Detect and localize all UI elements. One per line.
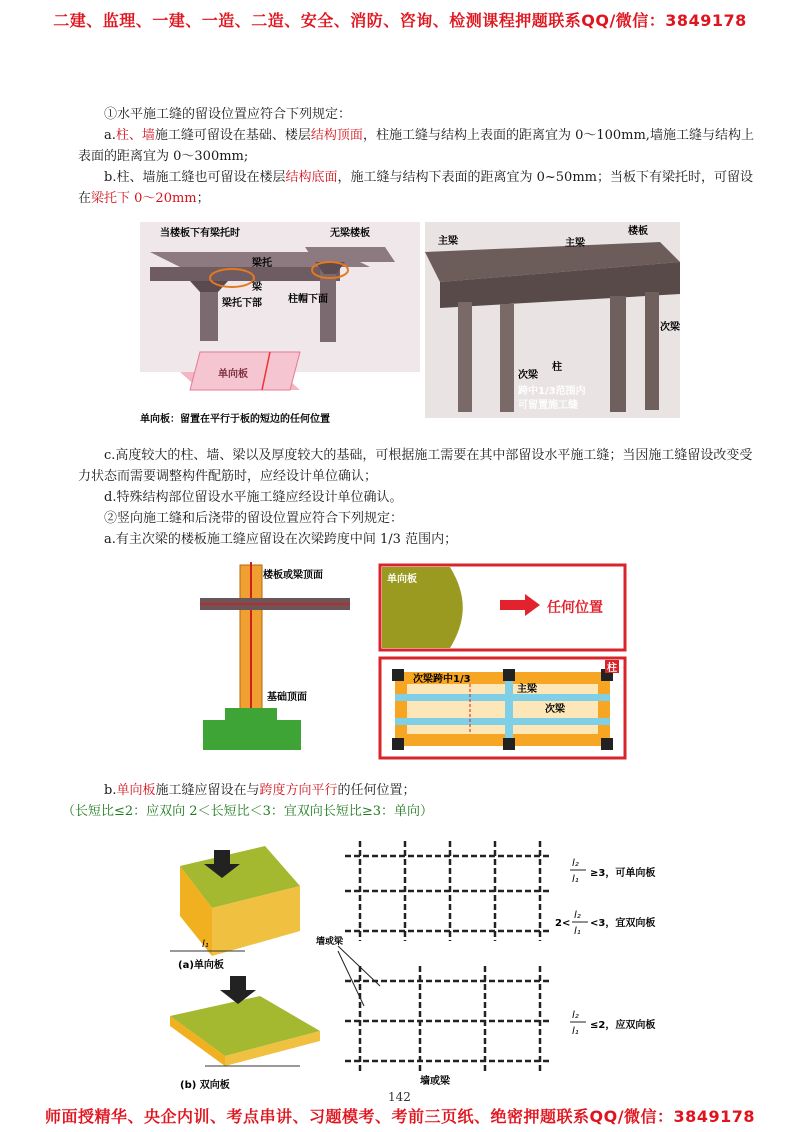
f3b-caption: (b) 双向板 <box>180 1080 230 1091</box>
f1-left-bg <box>140 222 420 372</box>
f2-column-node5 <box>503 738 515 750</box>
f3-r2-den: l₁ <box>574 926 581 937</box>
s1-b-mid: ，施工缝与结构下表面的距离宜为 0~50mm；当板下有梁托时，可留设在 <box>78 170 753 206</box>
f1-right-col4 <box>645 292 659 410</box>
bottom-banner: 师面授精华、央企内训、考点串讲、习题模考、考前三页纸、绝密押题联系QQ/微信：3849178 <box>45 1107 755 1126</box>
figure-slab-types <box>150 826 690 1094</box>
s3-b-red1: 单向板 <box>116 783 156 798</box>
s1-b-end: ； <box>196 191 210 206</box>
s1-a-red2: 结构顶面 <box>310 128 363 143</box>
f1-right-col3 <box>610 296 626 412</box>
section3-ratio-note: （长短比≤2：应双向 2＜长短比＜3：宜双向长短比≥3：单向） <box>62 804 434 819</box>
f3a-caption: (a)单向板 <box>178 960 224 971</box>
f3-r2-text: <3，宜双向板 <box>590 918 656 929</box>
f1-label-danxiangban: 单向板 <box>218 369 248 380</box>
top-banner: 二建、监理、一建、一造、二造、安全、消防、咨询、检测课程押题联系QQ/微信：3849178 <box>53 11 747 30</box>
f2-label-top: 楼板或梁顶面 <box>263 570 323 581</box>
figure2-svg <box>195 560 630 760</box>
s1-b-red2: 梁托下 0～20mm <box>91 191 197 206</box>
section2-c: c.高度较大的柱、墙、梁以及厚度较大的基础，可根据施工需要在其中部留设水平施工缝；当因施工缝留设改变受力状态而需要调整构件配筋时，应经设计单位确认； <box>78 448 753 484</box>
f2-label-ciliang: 次梁 <box>545 704 565 715</box>
f1-label-mid-title: 无梁楼板 <box>330 228 370 239</box>
s1-b-red1: 结构底面 <box>285 170 338 185</box>
f3b-slab <box>170 996 320 1056</box>
f1-label-left-title: 当楼板下有梁托时 <box>160 228 240 239</box>
f3-label-beam-bottom: 墙或梁 <box>420 1076 450 1087</box>
f2-column-node4 <box>392 738 404 750</box>
f1-label-louban: 楼板 <box>628 226 648 237</box>
s1-b-prefix: b.柱、墙施工缝也可留设在楼层 <box>104 170 286 185</box>
section3-b <box>78 780 758 801</box>
f1-label-liangtuo: 梁托 <box>252 258 272 269</box>
f2-column-node2 <box>503 669 515 681</box>
f1-caption: 单向板：留置在平行于板的短边的任何位置 <box>140 414 330 425</box>
f1-label-note: 跨中1/3范围内 <box>518 386 586 397</box>
f2-label-anywhere: 任何位置 <box>547 600 603 616</box>
f1-label-zhuliang1: 主梁 <box>438 236 458 247</box>
f3-r2-prefix: 2< <box>555 918 571 929</box>
f2-grid-inner <box>407 684 598 734</box>
f1-right-col2 <box>500 304 514 412</box>
f3-r3-num: l₂ <box>572 1010 579 1021</box>
f1-label-zhumao: 柱帽下面 <box>288 294 328 305</box>
f2-column-node6 <box>601 738 613 750</box>
f1-label-zhu: 柱 <box>552 362 562 373</box>
f2-footing <box>203 720 301 750</box>
s1-a-rest: ，柱施工缝与结构上表面的距离宜为 0～100mm,墙施工缝与结构上表面的距离宜为 0～300mm; <box>78 128 754 164</box>
f3a-label-l1: l₁ <box>202 939 209 950</box>
f1-label-ciliang2: 次梁 <box>518 370 538 381</box>
f3-r3-text: ≤2，应双向板 <box>590 1020 656 1031</box>
section2 <box>78 445 758 550</box>
f2-ciliang-line1 <box>395 694 610 701</box>
page-number: 142 <box>388 1090 411 1104</box>
f2-label-zhuliang: 主梁 <box>517 684 537 695</box>
f1-label-liang: 梁 <box>252 282 262 293</box>
section1-heading: ①水平施工缝的留设位置应符合下列规定： <box>104 107 352 122</box>
f2-footing-top <box>225 708 277 720</box>
f3-r2-num: l₂ <box>574 910 581 921</box>
figure-construction-joints <box>140 222 680 430</box>
f1-label-ciliang1: 次梁 <box>660 322 680 333</box>
figure-vertical-joints <box>195 560 630 760</box>
f1-flatslab <box>305 247 395 262</box>
s3-b-red2: 跨度方向平行 <box>259 783 338 798</box>
f3-label-beam-left: 墙或梁 <box>316 937 344 947</box>
f1-label-note2: 可留置施工缝 <box>518 400 578 411</box>
f2-label-ciliang-mid: 次梁跨中1/3 <box>413 674 471 685</box>
figure3-svg <box>150 826 690 1094</box>
page-body <box>78 104 758 209</box>
section3 <box>62 780 758 822</box>
f3-r1-den: l₁ <box>572 874 579 885</box>
f1-right-col1 <box>458 302 472 412</box>
f2-zhuliang-line <box>505 672 513 746</box>
section1-b <box>78 167 758 209</box>
f2-ciliang-line2 <box>395 718 610 725</box>
f2-label-slab: 单向板 <box>387 574 417 585</box>
f3-r3-den: l₁ <box>572 1026 579 1037</box>
f1-label-liangtuo-bottom: 梁托下部 <box>222 298 262 309</box>
f3-r1-text: ≥3，可单向板 <box>590 868 656 879</box>
f3-grid-top <box>345 841 550 941</box>
s3-b-prefix: b. <box>104 783 117 798</box>
section1-a <box>78 125 758 167</box>
s1-a-prefix: a. <box>104 128 116 143</box>
s3-b-end: 的任何位置； <box>337 783 416 798</box>
f2-column-node1 <box>392 669 404 681</box>
s1-a-mid: 施工缝可留设在基础、楼层 <box>154 128 311 143</box>
s1-a-red1: 柱、墙 <box>115 128 155 143</box>
section2-a: a.有主次梁的楼板施工缝应留设在次梁跨度中间 1/3 范围内； <box>104 532 458 547</box>
figure1-svg <box>140 222 680 430</box>
section2-d: d.特殊结构部位留设水平施工缝应经设计单位确认。 <box>104 490 403 505</box>
f2-label-zhu: 柱 <box>607 663 617 674</box>
f1-label-zhuliang2: 主梁 <box>565 238 585 249</box>
f2-label-bottom: 基础顶面 <box>267 692 307 703</box>
f3-r1-num: l₂ <box>572 858 579 869</box>
section2-heading: ②竖向施工缝和后浇带的留设位置应符合下列规定： <box>104 511 404 526</box>
s3-b-mid: 施工缝应留设在与 <box>155 783 260 798</box>
